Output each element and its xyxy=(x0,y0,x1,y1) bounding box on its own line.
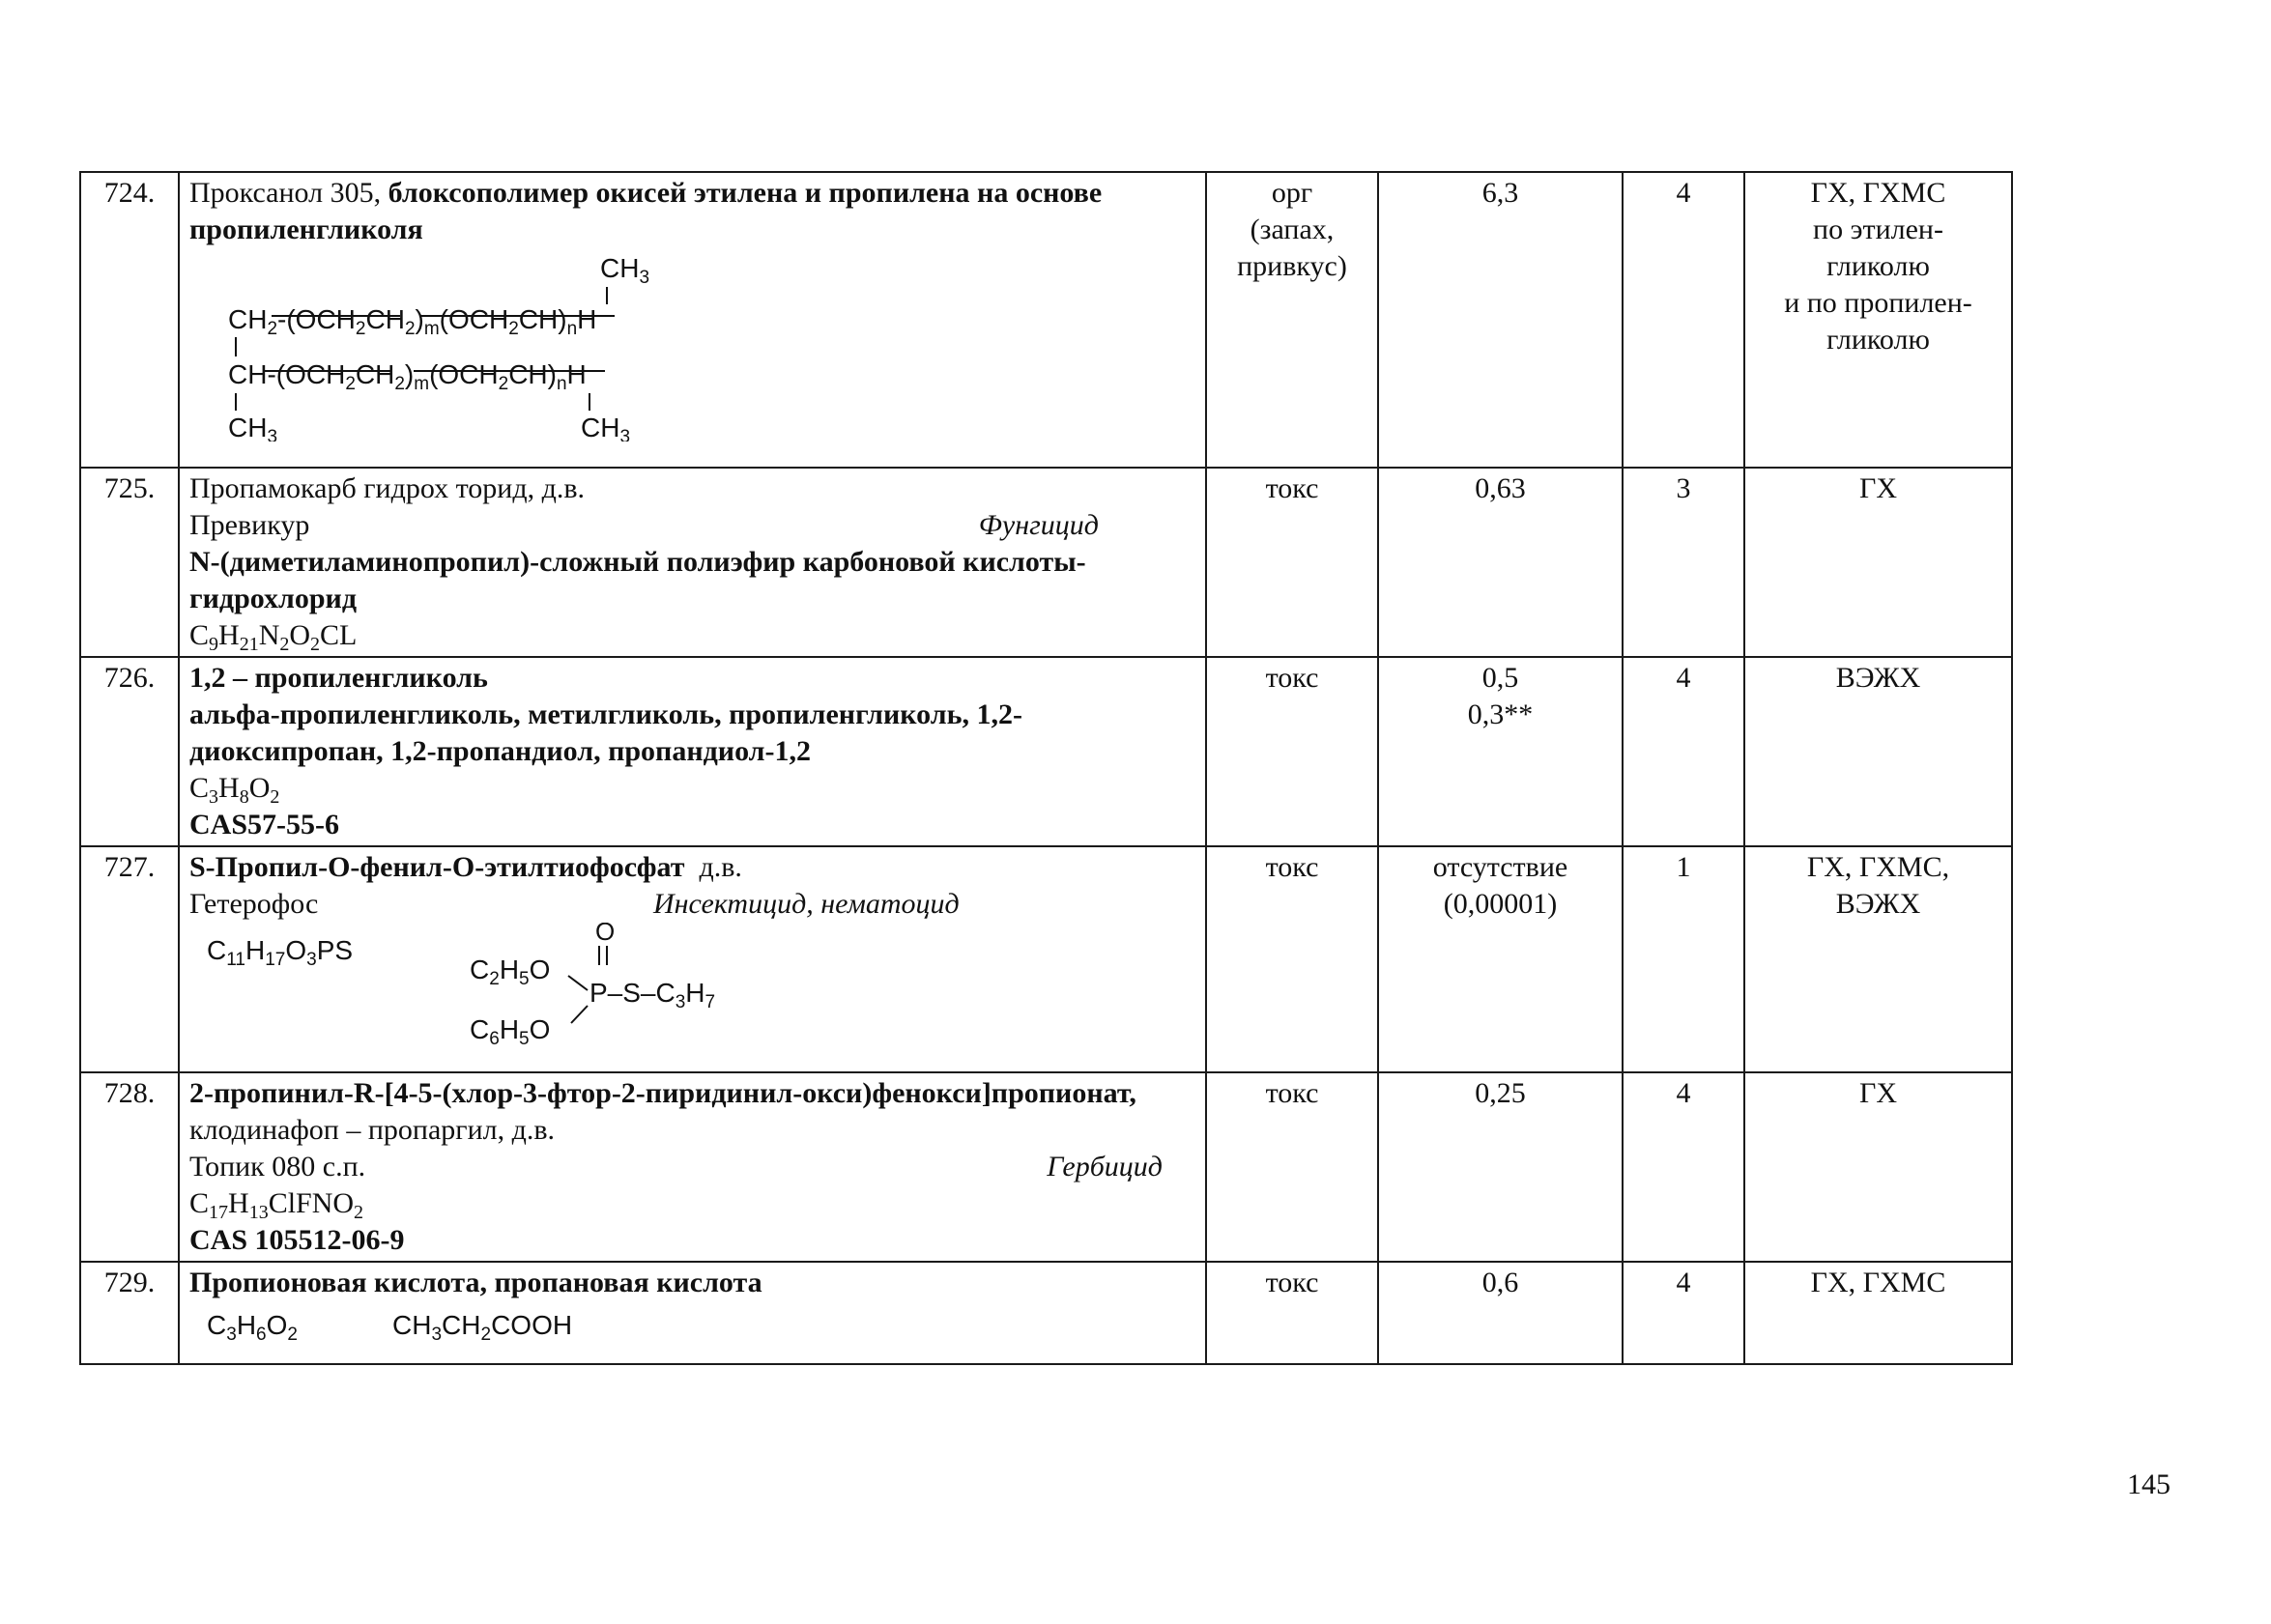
structural-formula xyxy=(189,923,789,1048)
table-row xyxy=(80,846,2012,1072)
svg-text:CH3: $CH_3$ xyxy=(228,413,278,442)
svg-text:C11H17O3PS: $C_{11}H_{17}O_3PS$ xyxy=(207,935,354,970)
hazard-class-cell: 4 xyxy=(1623,172,1744,468)
substance-name: Проксанол 305, блоксополимер окисей этилена и пропилена на основе пропиленгликоля xyxy=(189,177,1103,245)
substances-table xyxy=(79,171,2013,1365)
sign-cell: токс xyxy=(1206,468,1378,657)
svg-text:CH-(OCH2CH2)m(OCH2CH)nH: $CH-(OCH_2CH_2)_m(OCH_2CH)_nH$ xyxy=(228,359,587,394)
category-label: Фунгицид xyxy=(978,509,1099,541)
svg-text:CH2-(OCH2CH2)m(OCH2CH)nH: $CH_2-(OCH_2CH_2)_m(OCH_2CH)_nH$ xyxy=(228,304,597,339)
substance-name-cell: 2-пропинил-R-[4-5-(хлор-3-фтор-2-пиридинил-окси)фенокси]пропионат, клодинафоп – пропаргил, д.в. Топик 080 с.п. Гербицид $C_{17}H_{13}ClFNO_2$ CAS 105512-06-9 xyxy=(179,1072,1206,1262)
svg-text:P–S–C3H7: $P-S-C_3H_7$ xyxy=(589,978,716,1012)
method-cell: ГХ, ГХМС xyxy=(1744,1262,2012,1364)
structural-formula xyxy=(189,248,769,442)
sign-cell: токс xyxy=(1206,657,1378,846)
hazard-class-cell: 4 xyxy=(1623,1072,1744,1262)
method-cell: ГХ xyxy=(1744,468,2012,657)
table-row xyxy=(80,172,2012,468)
svg-text:C2H5O: $C_2H_5O$ xyxy=(470,954,551,989)
substance-name: 2-пропинил-R-[4-5-(хлор-3-фтор-2-пиридинил-окси)фенокси]пропионат, xyxy=(189,1077,1136,1109)
svg-text:C3H6O2: $C_3H_6O_2$ xyxy=(207,1310,298,1345)
row-number: 728. xyxy=(80,1072,179,1262)
trade-name: Гетерофос xyxy=(189,888,319,920)
cas-number: CAS 105512-06-9 xyxy=(189,1224,405,1256)
category-label: Инсектицид, нематоцид xyxy=(653,888,960,920)
sign-cell: токс xyxy=(1206,1262,1378,1364)
hazard-class-cell: 4 xyxy=(1623,1262,1744,1364)
hazard-class-cell: 3 xyxy=(1623,468,1744,657)
table-row xyxy=(80,1262,2012,1364)
structural-formula xyxy=(189,1301,692,1350)
row-number: 725. xyxy=(80,468,179,657)
row-number: 724. xyxy=(80,172,179,468)
cas-number: CAS57-55-6 xyxy=(189,809,339,840)
gross-formula: $C_3H_8O_2$ xyxy=(189,772,280,808)
svg-text:O: O xyxy=(595,923,616,946)
sign-cell: токс xyxy=(1206,846,1378,1072)
substance-name-cell: S-Пропил-О-фенил-О-этилтиофосфат д.в. Гетерофос Инсектицид, нематоцид $C_{11}H_{17}O_3PS$ O $C_2H_5O$ $P-S-C_3H_7$ $C_6H_5O$ xyxy=(179,846,1206,1072)
method-cell: ВЭЖХ xyxy=(1744,657,2012,846)
substance-name: Пропионовая кислота, пропановая кислота xyxy=(189,1267,762,1298)
gross-formula: $C_{17}H_{13}ClFNO_2$ xyxy=(189,1187,364,1223)
table-row xyxy=(80,468,2012,657)
row-number: 729. xyxy=(80,1262,179,1364)
substance-name: 1,2 – пропиленгликоль xyxy=(189,662,488,694)
sign-cell: токс xyxy=(1206,1072,1378,1262)
svg-text:CH3: $CH_3$ xyxy=(600,253,650,288)
value-cell: 0,63 xyxy=(1378,468,1623,657)
method-cell: ГХ, ГХМС по этилен- гликолю и по пропилен- гликолю xyxy=(1744,172,2012,468)
category-label: Гербицид xyxy=(1047,1151,1163,1182)
sign-cell: орг (запах, привкус) xyxy=(1206,172,1378,468)
value-cell: 6,3 xyxy=(1378,172,1623,468)
svg-text:C6H5O: $C_6H_5O$ xyxy=(470,1014,551,1048)
substance-name-cell xyxy=(179,657,1206,846)
method-cell: ГХ, ГХМС, ВЭЖХ xyxy=(1744,846,2012,1072)
svg-text:CH3CH2COOH: $CH_3CH_2COOH$ xyxy=(392,1310,573,1345)
synonyms: альфа-пропиленгликоль, метилгликоль, пропиленгликоль, 1,2-диоксипропан, 1,2-пропандиол, пропандиол-1,2 xyxy=(189,698,1022,767)
substance-name-cell xyxy=(179,1262,1206,1364)
substance-name-cell xyxy=(179,172,1206,468)
value-cell: 0,6 xyxy=(1378,1262,1623,1364)
substance-name: N-(диметиламинопропил)-сложный полиэфир карбоновой кислоты-гидрохлорид xyxy=(189,546,1086,614)
gross-formula: $C_9H_{21}N_2O_2CL$ xyxy=(189,619,358,655)
value-cell: 0,25 xyxy=(1378,1072,1623,1262)
svg-text:CH3: $CH_3$ xyxy=(581,413,631,442)
substance-name-cell: Пропамокарб гидрох торид, д.в. Превикур Фунгицид N-(диметиламинопропил)-сложный полиэфир карбоновой кислоты-гидрохлорид $C_9H_{21}N_2O_2CL$ xyxy=(179,468,1206,657)
hazard-class-cell: 4 xyxy=(1623,657,1744,846)
row-number: 726. xyxy=(80,657,179,846)
method-cell: ГХ xyxy=(1744,1072,2012,1262)
page-number: 145 xyxy=(2127,1468,2170,1500)
value-cell: отсутствие (0,00001) xyxy=(1378,846,1623,1072)
row-number: 727. xyxy=(80,846,179,1072)
trade-name: Превикур xyxy=(189,509,310,541)
trade-name: Топик 080 с.п. xyxy=(189,1151,366,1182)
table-row xyxy=(80,1072,2012,1262)
hazard-class-cell: 1 xyxy=(1623,846,1744,1072)
substance-name: S-Пропил-О-фенил-О-этилтиофосфат xyxy=(189,851,685,883)
table-row xyxy=(80,657,2012,846)
value-cell: 0,5 0,3** xyxy=(1378,657,1623,846)
